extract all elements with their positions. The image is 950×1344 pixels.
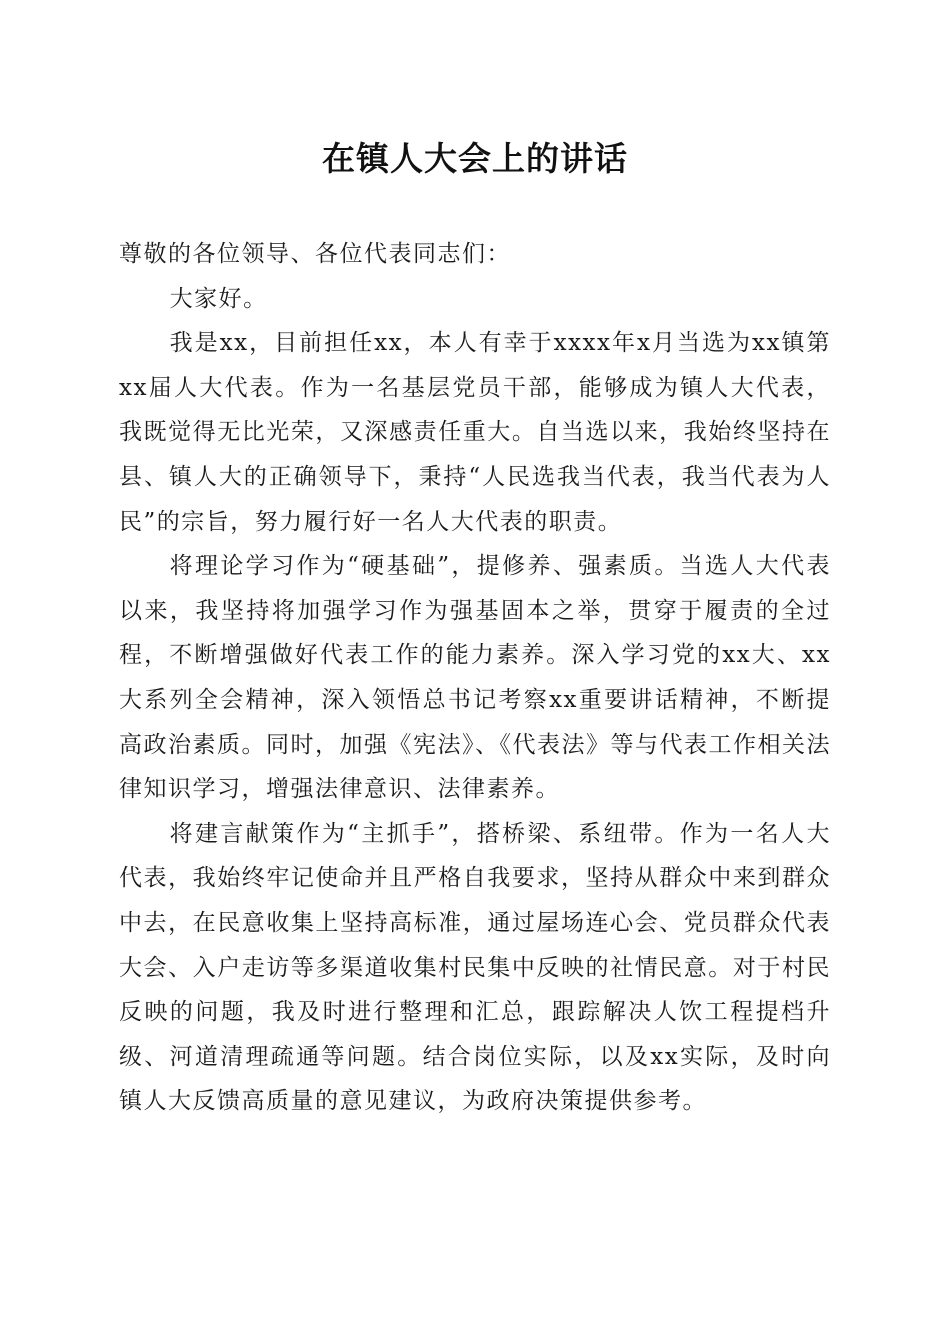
paragraph-suggestions: 将建言献策作为“主抓手”，搭桥梁、系纽带。作为一名人大代表，我始终牢记使命并且严格自我要求，坚持从群众中来到群众中去，在民意收集上坚持高标准，通过屋场连心会、党员群众代表大会、入户走访等多渠道收集村民集中反映的社情民意。对于村民反映的问题，我及时进行整理和汇总，跟踪解决人饮工程提档升级、河道清理疏通等问题。结合岗位实际，以及xx实际，及时向镇人大反馈高质量的意见建议，为政府决策提供参考。 — [119, 820, 831, 1115]
paragraph-introduction: 我是xx，目前担任xx，本人有幸于xxxx年x月当选为xx镇第xx届人大代表。作为一名基层党员干部，能够成为镇人大代表，我既觉得无比光荣，又深感责任重大。自当选以来，我始终坚持在县、镇人大的正确领导下，秉持“人民选我当代表，我当代表为人民”的宗旨，努力履行好一名人大代表的职责。 — [119, 330, 831, 535]
salutation: 尊敬的各位领导、各位代表同志们： — [119, 241, 511, 267]
document-body — [119, 232, 831, 1124]
document-title: 在镇人大会上的讲话 — [322, 139, 628, 178]
paragraph-greeting: 大家好。 — [169, 285, 268, 312]
paragraph-theory-study: 将理论学习作为“硬基础”，提修养、强素质。当选人大代表以来，我坚持将加强学习作为强基固本之举，贯穿于履责的全过程，不断增强做好代表工作的能力素养。深入学习党的xx大、xx大系列全会精神，深入领悟总书记考察xx重要讲话精神，不断提高政治素质。同时，加强《宪法》、《代表法》等与代表工作相关法律知识学习，增强法律意识、法律素养。 — [119, 553, 831, 803]
